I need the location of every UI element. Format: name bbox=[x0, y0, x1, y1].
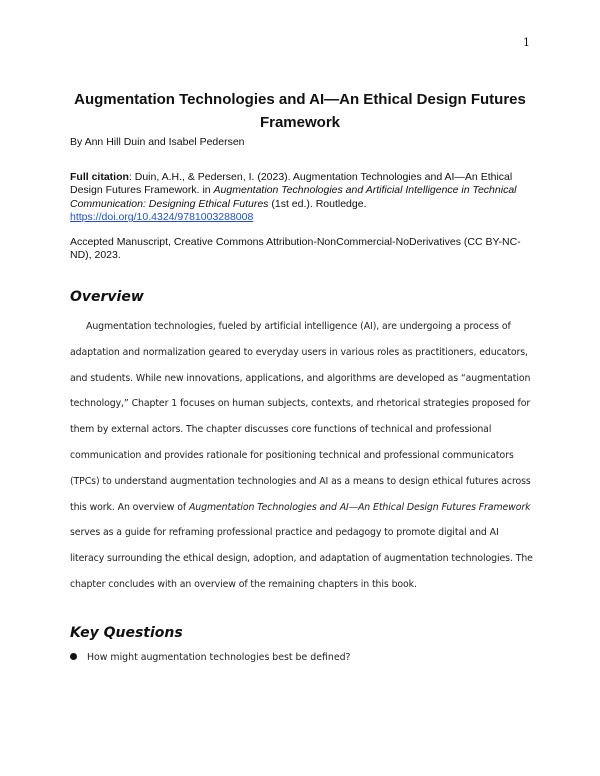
list-item bbox=[70, 652, 351, 663]
key-questions-heading: Key Questions bbox=[70, 625, 183, 641]
citation-text-a: : Duin, A.H., & Pedersen, I. (2023). Augmentation Technologies and AI—An Ethical Design Futures Framework. in bbox=[70, 171, 513, 197]
overview-text-a: Augmentation technologies, fueled by artificial intelligence (AI), are undergoing a process of adaptation and normalization geared to everyday users in various roles as practitioners, educators, and students. While new innovations, applications, and algorithms are developed as “augmentation technology,” Chapter 1 focuses on human subjects, contexts, and rhetorical strategies proposed for them by external actors. The chapter discusses core functions of technical and professional communication and provides rationale for positioning technical and professional communicators (TPCs) to understand augmentation technologies and AI as a means to design ethical futures across this work. An overview of bbox=[70, 321, 531, 513]
citation-book-title: Augmentation Technologies and Artificial Intelligence in Technical Communication: Designing Ethical Futures bbox=[70, 184, 517, 210]
authors-line: By Ann Hill Duin and Isabel Pedersen bbox=[70, 136, 245, 148]
doi-link[interactable]: https://doi.org/10.4324/9781003288008 bbox=[70, 211, 254, 224]
citation-text-b: (1st ed.). Routledge. bbox=[268, 197, 367, 210]
overview-heading: Overview bbox=[70, 289, 144, 305]
overview-text-b: serves as a guide for reframing professional practice and pedagogy to promote digital and AI literacy surrounding the ethical design, adoption, and adaptation of augmentation technologies. The chapter concludes with an overview of the remaining chapters in this book. bbox=[70, 527, 533, 590]
citation-label: Full citation bbox=[70, 171, 129, 183]
page-number: 1 bbox=[523, 36, 530, 49]
bullet-icon bbox=[70, 653, 77, 660]
full-citation bbox=[70, 171, 530, 225]
key-question-text: How might augmentation technologies best be defined? bbox=[87, 652, 351, 663]
overview-framework-title: Augmentation Technologies and AI—An Ethical Design Futures Framework bbox=[188, 501, 531, 513]
document-title: Augmentation Technologies and AI—An Ethical Design Futures Framework bbox=[74, 91, 526, 131]
manuscript-note: Accepted Manuscript, Creative Commons Attribution-NonCommercial-NoDerivatives (CC BY-NC-ND), 2023. bbox=[70, 236, 521, 262]
overview-paragraph bbox=[70, 314, 534, 598]
